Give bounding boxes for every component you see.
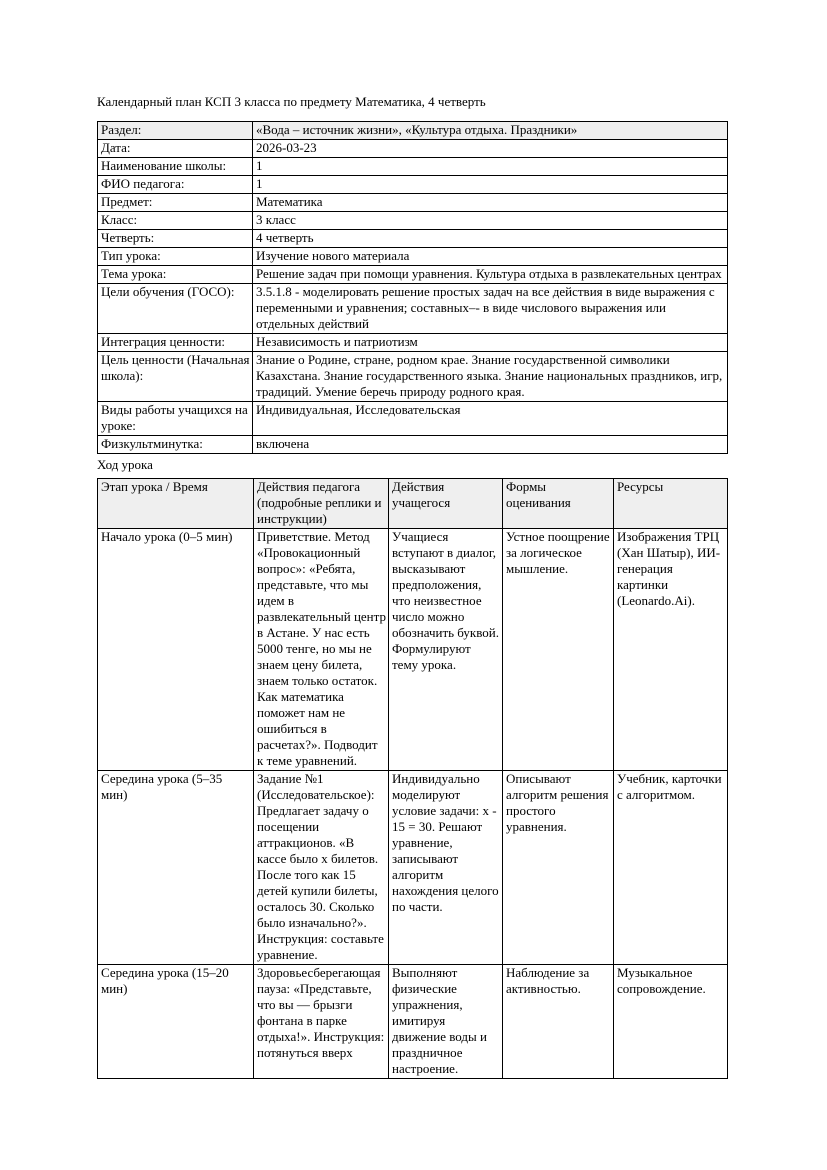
resources-cell: Изображения ТРЦ (Хан Шатыр), ИИ-генерация картинки (Leonardo.Ai). (614, 529, 728, 771)
info-value-cell: «Вода – источник жизни», «Культура отдыха. Праздники» (253, 122, 728, 140)
lesson-col-header-resources: Ресурсы (614, 479, 728, 529)
info-value-cell: 3.5.1.8 - моделировать решение простых задач на все действия в виде выражения с переменными и уравнения; составных–- в виде числового выражения или отдельных действий (253, 284, 728, 334)
info-row (98, 402, 728, 436)
assessment-cell: Устное поощрение за логическое мышление. (503, 529, 614, 771)
info-label-cell: Тип урока: (98, 248, 253, 266)
teacher-actions-cell: Задание №1 (Исследовательское): Предлагает задачу о посещении аттракционов. «В кассе было x билетов. После того как 15 детей купили билеты, осталось 30. Сколько было изначально?». Инструкция: составьте уравнение. (254, 771, 389, 965)
info-row (98, 266, 728, 284)
info-value-cell: 1 (253, 176, 728, 194)
info-label-cell: Интеграция ценности: (98, 334, 253, 352)
info-value-cell: 1 (253, 158, 728, 176)
info-value-cell: включена (253, 436, 728, 454)
info-label-cell: Физкультминутка: (98, 436, 253, 454)
lesson-row (98, 965, 728, 1079)
lesson-header-row (98, 479, 728, 529)
info-row (98, 212, 728, 230)
info-label-cell: Раздел: (98, 122, 253, 140)
info-row (98, 158, 728, 176)
info-label-cell: Наименование школы: (98, 158, 253, 176)
info-value-cell: Изучение нового материала (253, 248, 728, 266)
student-actions-cell: Учащиеся вступают в диалог, высказывают предположения, что неизвестное число можно обозначить буквой. Формулируют тему урока. (389, 529, 503, 771)
info-label-cell: Четверть: (98, 230, 253, 248)
info-label-cell: Класс: (98, 212, 253, 230)
student-actions-cell: Индивидуально моделируют условие задачи: x - 15 = 30. Решают уравнение, записывают алгоритм нахождения целого по части. (389, 771, 503, 965)
info-row (98, 248, 728, 266)
resources-cell: Музыкальное сопровождение. (614, 965, 728, 1079)
stage-cell: Середина урока (5–35 мин) (98, 771, 254, 965)
assessment-cell: Наблюдение за активностью. (503, 965, 614, 1079)
info-row (98, 176, 728, 194)
lesson-col-header-teacher-actions: Действия педагога (подробные реплики и инструкции) (254, 479, 389, 529)
info-value-cell: Знание о Родине, стране, родном крае. Знание государственной символики Казахстана. Знание государственного языка. Знание национальных праздников, игр, традиций. Умение беречь природу родного края. (253, 352, 728, 402)
lesson-col-header-stage: Этап урока / Время (98, 479, 254, 529)
stage-cell: Начало урока (0–5 мин) (98, 529, 254, 771)
info-value-cell: 3 класс (253, 212, 728, 230)
teacher-actions-cell: Приветствие. Метод «Провокационный вопрос»: «Ребята, представьте, что мы идем в развлекательный центр в Астане. У нас есть 5000 тенге, но мы не знаем цену билета, знаем только остаток. Как математика поможет нам не ошибиться в расчетах?». Подводит к теме уравнений. (254, 529, 389, 771)
info-label-cell: Виды работы учащихся на уроке: (98, 402, 253, 436)
assessment-cell: Описывают алгоритм решения простого уравнения. (503, 771, 614, 965)
info-value-cell: Решение задач при помощи уравнения. Культура отдыха в развлекательных центрах (253, 266, 728, 284)
stage-cell: Середина урока (15–20 мин) (98, 965, 254, 1079)
resources-cell: Учебник, карточки с алгоритмом. (614, 771, 728, 965)
teacher-actions-cell: Здоровьесберегающая пауза: «Представьте, что вы — брызги фонтана в парке отдыха!». Инструкция: потянуться вверх (254, 965, 389, 1079)
info-row (98, 122, 728, 140)
info-value-cell: Независимость и патриотизм (253, 334, 728, 352)
lesson-table (97, 478, 728, 1079)
info-value-cell: 2026-03-23 (253, 140, 728, 158)
info-row (98, 230, 728, 248)
lesson-col-header-assessment: Формы оценивания (503, 479, 614, 529)
info-label-cell: ФИО педагога: (98, 176, 253, 194)
info-label-cell: Предмет: (98, 194, 253, 212)
info-row (98, 352, 728, 402)
info-row (98, 436, 728, 454)
info-value-cell: Индивидуальная, Исследовательская (253, 402, 728, 436)
info-row (98, 334, 728, 352)
info-value-cell: Математика (253, 194, 728, 212)
student-actions-cell: Выполняют физические упражнения, имитируя движение воды и праздничное настроение. (389, 965, 503, 1079)
info-value-cell: 4 четверть (253, 230, 728, 248)
info-row (98, 284, 728, 334)
info-row (98, 194, 728, 212)
info-table (97, 121, 728, 454)
page-title: Календарный план КСП 3 класса по предмету Математика, 4 четверть (97, 94, 486, 109)
info-label-cell: Цель ценности (Начальная школа): (98, 352, 253, 402)
lesson-col-header-student-actions: Действия учащегося (389, 479, 503, 529)
info-label-cell: Тема урока: (98, 266, 253, 284)
section-heading: Ход урока (97, 457, 153, 472)
info-label-cell: Дата: (98, 140, 253, 158)
lesson-row (98, 529, 728, 771)
info-row (98, 140, 728, 158)
lesson-row (98, 771, 728, 965)
info-label-cell: Цели обучения (ГОСО): (98, 284, 253, 334)
